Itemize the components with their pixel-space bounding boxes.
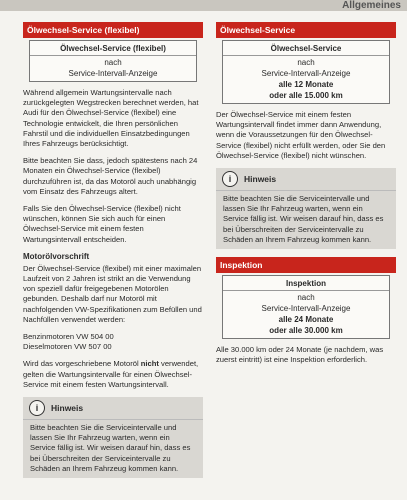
box-line: oder alle 30.000 km (269, 326, 343, 336)
engine-spec-list (23, 332, 203, 352)
interval-box-flexible (29, 40, 197, 82)
section-title-inspection: Inspektion (216, 257, 396, 273)
box-line: nach (104, 58, 122, 67)
box-line: alle 24 Monate (278, 315, 334, 325)
note-title: Hinweis (51, 403, 84, 414)
interval-box-inspection (222, 275, 390, 339)
box-line: Service-Intervall-Anzeige (261, 69, 351, 78)
box-title: Ölwechsel-Service (flexibel) (60, 44, 166, 53)
box-line: oder alle 15.000 km (269, 91, 343, 100)
note-body: Bitte beachten Sie die Serviceintervalle und lassen Sie Ihr Fahrzeug warten, wenn ein Service fällig ist. Wir weisen darauf hin, dass es bei Überschreiten der Serviceintervalle zu Schäden an Ihrem Fahrzeug kommen kann. (30, 423, 191, 473)
paragraph: Bitte beachten Sie dass, jedoch spätestens nach 24 Monaten ein Ölwechsel-Service (flexibel) durchzuführen ist, da das Motoröl auch unabhängig vom Einsatz des Fahrzeugs altert. (23, 156, 198, 196)
paragraph: Während allgemein Wartungsintervalle nach zurückgelegten Wegstrecken berechnet werden, hat Audi für den Ölwechsel-Service (flexibel) eine Technologie entwickelt, die Ihren persönlichen Fahrstil und die individuellen Einsatzbedingungen Ihres Fahrzeugs berücksichtigt. (23, 88, 199, 149)
note-box (216, 168, 396, 249)
right-column (216, 22, 396, 372)
box-line: nach (297, 293, 315, 303)
note-header (216, 168, 396, 191)
engine-spec-diesel: Dieselmotoren VW 507 00 (23, 342, 112, 352)
paragraph: Der Ölwechsel-Service (flexibel) mit einer maximalen Laufzeit von 2 Jahren ist strikt an die Verwendung von speziell dafür freigegebenen Motorölen gebunden. Deshalb darf nur Motoröl mit nachfolgenden VW-Spezifikationen zum Befüllen und Nachfüllen verwendet werden: (23, 263, 202, 324)
box-line: nach (297, 58, 315, 67)
note-body: Bitte beachten Sie die Serviceintervalle und lassen Sie Ihr Fahrzeug warten, wenn ein Service fällig ist. Wir weisen darauf hin, dass es bei Überschreiten der Serviceintervalle zu Schäden an Ihrem Fahrzeug kommen kann. (223, 194, 384, 244)
section-title-flexible: Ölwechsel-Service (flexibel) (23, 22, 203, 38)
box-title: Inspektion (285, 279, 326, 289)
note-header (23, 397, 203, 420)
section-title-oil-change: Ölwechsel-Service (216, 22, 396, 38)
box-line: Service-Intervall-Anzeige (261, 304, 351, 314)
subheading-motor-oil: Motorölvorschrift (23, 251, 90, 261)
note-box (23, 397, 203, 478)
box-divider (223, 55, 389, 56)
text: verwendet, gelten die Wartungsintervalle für einen Ölwechsel-Service mit einem festen Wartungsintervall. (23, 359, 199, 389)
info-icon: i (29, 400, 45, 416)
paragraph (23, 359, 203, 390)
running-head: Allgemeines (342, 0, 401, 11)
note-title: Hinweis (244, 174, 277, 185)
box-line: Service-Intervall-Anzeige (68, 69, 158, 78)
left-column (23, 22, 203, 478)
engine-spec-petrol: Benzinmotoren VW 504 00 (23, 332, 114, 342)
box-divider (30, 55, 196, 56)
emphasis: nicht (140, 359, 159, 369)
box-divider (223, 290, 389, 291)
interval-box-oil-change (222, 40, 390, 104)
text: Wird das vorgeschriebene Motoröl (23, 359, 141, 369)
paragraph: Der Ölwechsel-Service mit einem festen Wartungsintervall findet immer dann Anwendung, wenn die Voraussetzungen für den Ölwechsel-Service (flexibel) nicht erfüllt werden, oder Sie den Ölwechsel-Service (flexibel) nicht wünschen. (216, 110, 386, 160)
box-title: Ölwechsel-Service (270, 44, 342, 53)
paragraph: Alle 30.000 km oder 24 Monate (je nachdem, was zuerst eintritt) ist eine Inspektion erforderlich. (216, 345, 384, 365)
paragraph: Falls Sie den Ölwechsel-Service (flexibel) nicht wünschen, können Sie sich auch für einen Ölwechsel-Service mit einem festen Wartungsintervall entscheiden. (23, 204, 181, 244)
box-line: alle 12 Monate (278, 80, 334, 89)
info-icon: i (222, 171, 238, 187)
